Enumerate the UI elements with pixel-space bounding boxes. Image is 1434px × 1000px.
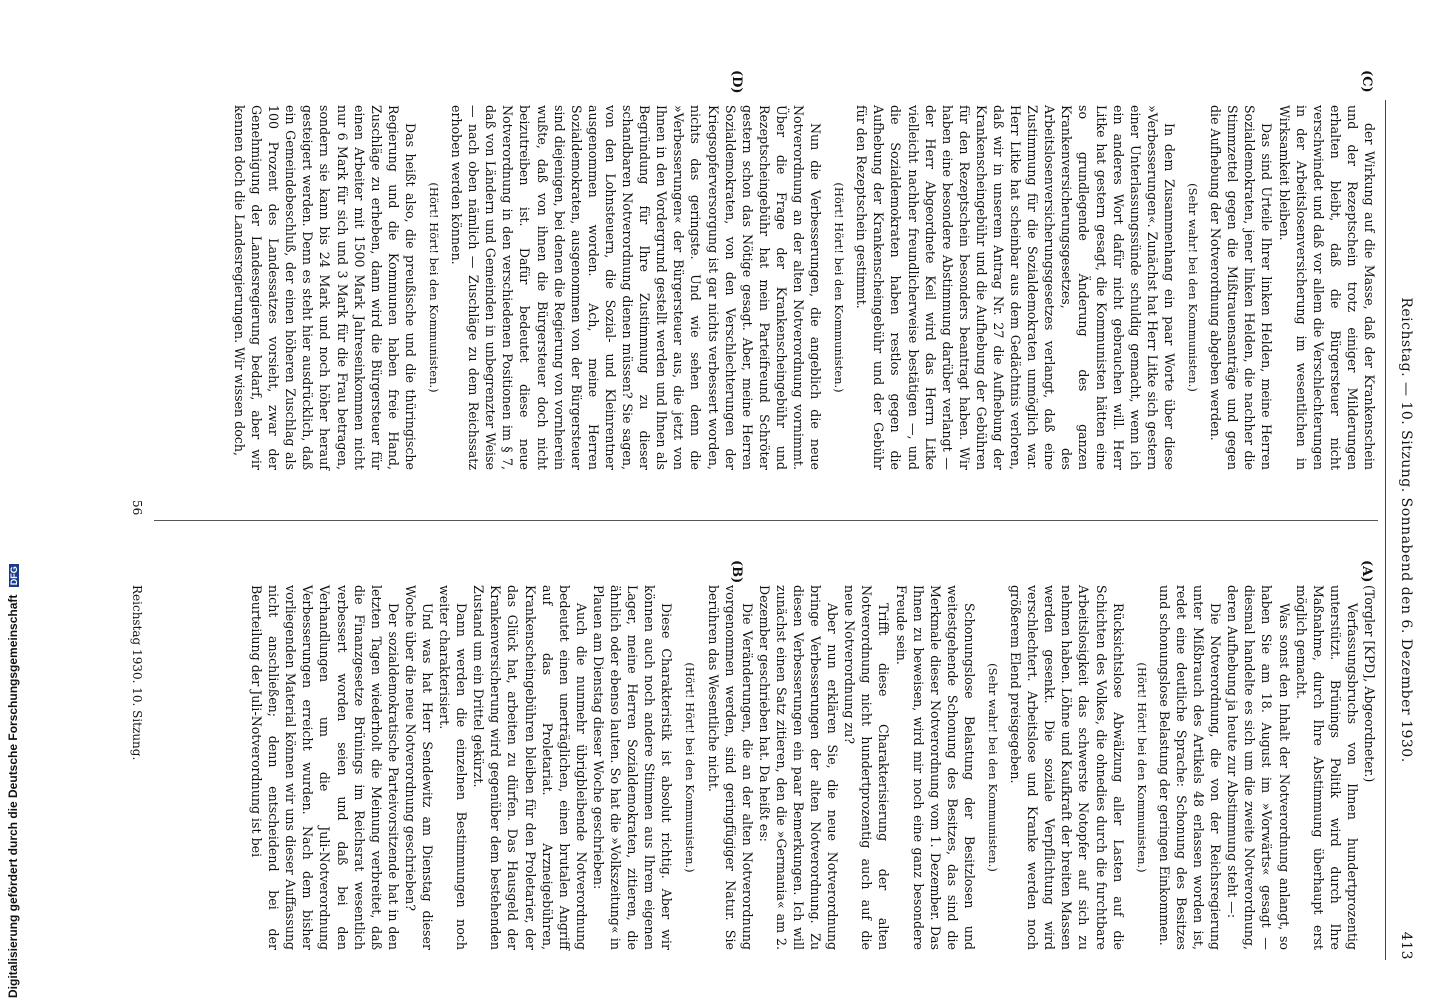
interjection: (Sehr wahr! bei den Kommunisten.)	[986, 663, 1001, 872]
page-number: 413	[1398, 931, 1414, 960]
paragraph: der Wirkung auf die Masse, daß der Krankenschein und der Rezeptschein trotz einiger Milderungen erhalten bleibt, daß die Bürgersteuer nicht verschwindet und daß vor allem die Verschlechterungen in der Arbeitslosenversicherung im wesentlichen in Wirksamkeit bleiben.	[1276, 105, 1377, 470]
interjection: (Hört! Hört! bei den Kommunisten.)	[427, 182, 442, 393]
rotated-page-content	[114, 0, 1434, 1000]
paragraph: Auch die nunmehr übrigbleibende Notverordnung bedeutet einen unerträglichen, einen brutalen Angriff auf das Proletariat. Arzneigebühren, Krankenscheingebühren bleiben für den Proletarier, der das Glück hat, arbeiten zu dürfen. Das Hausgeld der Krankenversicherung wird gegenüber dem bestehenden Zustand um ein Drittel gekürzt.	[471, 585, 589, 950]
header-title: Reichstag. — 10. Sitzung. Sonnabend den 6. Dezember 1930.	[1398, 297, 1414, 763]
paragraph: Das sind Urteile Ihrer linken Helden, meine Herren Sozialdemokraten, jener linken Helden, die nachher die Stimmzettel gegen die Mißtrauensanträge und gegen die Aufhebung der Notverordnung abgeben werden.	[1208, 105, 1275, 470]
interjection: (Hört! Hört! bei den Kommunisten.)	[1134, 662, 1149, 873]
digitization-note	[6, 8, 22, 998]
left-text-column	[248, 585, 1378, 950]
margin-letter-c: (C)	[1359, 70, 1374, 93]
interjection: (Hört! Hört! bei den Kommunisten.)	[832, 182, 847, 393]
paragraph: Rücksichtslose Abwälzung aller Lasten auf die Schichten des Volkes, die ohnedies durch die furchtbare Arbeitslosigkeit das schwerste Notopfer auf sich zu nehmen haben. Löhne und Kaufkraft der breiten Massen werden gesenkt. Die soziale Verpflichtung wird verschlechtert. Arbeitslose und Kranke werden noch größerem Elend preisgegeben.	[1008, 585, 1126, 950]
paragraph: Die Veränderungen, die an der alten Notverordnung vorgenommen werden, sind geringfügiger Natur. Sie berühren das Wesentliche nicht.	[705, 585, 755, 950]
margin-letter-d: (D)	[729, 70, 744, 94]
paragraph: Aber nun erklären Sie, die neue Notverordnung bringe Verbesserungen der alten Notverordnung. Zu diesen Verbesserungen ein paar Bemerkungen. Ich will zunächst einen Satz zitieren, den die »Germania« am 2. Dezember geschrieben hat. Da heißt es:	[756, 585, 841, 950]
paragraph: Dann werden die einzelnen Bestimmungen noch weiter charakterisiert.	[437, 585, 470, 950]
footer-page-number: 56	[130, 500, 144, 516]
dfg-logo: DFG	[9, 566, 19, 586]
margin-letter-a: (A)	[1359, 560, 1374, 583]
right-text-column	[231, 105, 1378, 470]
paragraph: Nun die Verbesserungen, die angeblich die neue Notverordnung an der alten Notverordnung vornimmt. Über die Frage der Krankenscheingebühr und Rezeptscheingebühr hat mein Parteifreund Schröter gestern schon das Nötige gesagt. Aber, meine Herren Sozialdemokraten, von den Verschlechterungen der Kriegsopferversorgung ist gar nichts verbessert worden, nichts das geringste. Und wie sehen denn die »Verbesserungen« der Bürgersteuer aus, die jetzt von Ihnen in den Vordergrund gestellt werden und Ihnen als Begründung für Ihre Zustimmung zu dieser schandbaren Notverordnung dienen müssen? Sie sagen, von den Lohnsteuern, die Sozial- und Kleinrentner ausgenommen worden. Ach, meine Herren Sozialdemokraten, ausgenommen von der Bürgersteuer sind diejenigen, bei denen die Regierung von vornherein wußte, daß von ihnen die Bürgersteuer doch nicht beizutreiben ist. Dafür bedeutet diese neue Notverordnung in den verschiedenen Positionen im § 7, daß von Ländern und Gemeinden in unbegrenzter Weise — nach oben nämlich — Zuschläge zu dem Reichssatz erhoben werden können.	[449, 105, 824, 470]
footer-left: Reichstag 1930. 10. Sitzung.	[130, 585, 144, 761]
paragraph: Der sozialdemokratische Parteivorsitzende hat in den letzten Tagen wiederholt die Meinung verbreitet, daß die Finanzgesetze Brünings im Reichsrat wesentlich verbessert worden seien und daß bei den Verhandlungen um die Juli-Notverordnung Verbesserungen erreicht wurden. Nach dem bisher vorliegenden Material können wir uns dieser Auffassung nicht anschließen; denn entscheidend bei der Beurteilung der Juli-Notverordnung ist bei	[249, 585, 401, 950]
paragraph: Trifft diese Charakterisierung der alten Notverordnung nicht hundertprozentig auch auf die neue Notverordnung zu?	[842, 585, 892, 950]
header-rule	[1385, 100, 1386, 960]
paragraph: Verfassungsbruchs von Ihnen hundertprozentig unterstützt. Brünings Politik wird durch Ihre Maßnahme, durch Ihre Abstimmung überhaupt erst möglich gemacht.	[1293, 585, 1360, 950]
paragraph: Und was hat Herr Sendewitz am Dienstag dieser Woche über die neue Notverordnung geschrieben?	[402, 585, 436, 950]
paragraph: Diese Charakteristik ist absolut richtig. Aber wir können auch noch andere Stimmen aus Ihrem eigenen Lager, meine Herren Sozialdemokraten, zitieren, die ähnlich oder ebenso lauten. So hat die »Volkszeitung« in Plauen am Dienstag dieser Woche geschrieben:	[590, 585, 675, 950]
margin-letter-b: (B)	[729, 560, 744, 584]
page-header	[1390, 100, 1414, 960]
paragraph: Die Notverordnung, die von der Reichsregierung unter Mißbrauch des Artikels 48 erlassen worden ist, redet eine deutliche Sprache: Schonung des Besitzes und schonungslose Belastung der geringen Einkommen.	[1156, 585, 1224, 950]
speaker-label: (Torgler [KPD], Abgeordneter.)	[1362, 585, 1377, 783]
paragraph: Was sonst den Inhalt der Notverordnung anlangt, so haben Sie am 18. August im »Vorwärts« gesagt — diesmal handelte es sich um die zweite Notverordnung, deren Aufhebung ja heute zur Abstimmung steht —:	[1225, 585, 1292, 950]
paragraph: In dem Zusammenhang ein paar Worte über diese »Verbesserungen«. Zunächst hat Herr Litke sich gestern einer Unterlassungssünde schuldig gemacht, wenn ich ein anderes Wort dafür nicht gebrauchen will. Herr Litke hat gestern gesagt, die Kommunisten hätten eine so grundlegende Änderung des ganzen Krankenversicherungsgesetzes, des Arbeitslosenversicherungsgesetzes verlangt, daß eine Zustimmung für die Sozialdemokraten unmöglich war. Herr Litke hat scheinbar aus dem Gedächtnis verloren, daß wir in unserem Antrag Nr. 27 die Aufhebung der Krankenscheingebühr und die Aufhebung der Gebühren für den Rezeptschein besonders beantragt haben. Wir haben eine besondere Abstimmung darüber verlangt — der Herr Abgeordnete Keil wird das Herrn Litke vielleicht nachher freundlicherweise bestätigen —, und die Sozialdemokraten haben restlos gegen die Aufhebung der Krankenscheingebühr und der Gebühr für den Rezeptschein gestimmt.	[854, 105, 1177, 470]
interjection: (Hört! Hört! bei den Kommunisten.)	[683, 662, 698, 873]
column-divider	[154, 520, 1378, 521]
paragraph: Das heißt also, die preußische und die thüringische Regierung und die Kommunen haben freie Hand, Zuschläge zu erheben, dann wird die Bürgersteuer für einen Arbeiter mit 1500 Mark Jahreseinkommen nicht nur 6 Mark für sich und 3 Mark für die Frau betragen, sondern sie kann bis 24 Mark und noch höher herauf gesteigert werden. Denn es steht hier ausdrücklich, daß ein Gemeindebeschluß, der einen höheren Zuschlag als 100 Prozent des Landessatzes vorsieht, zwar der Genehmigung der Landesregierung bedarf, aber wir kennen doch die Landesregierungen. Wir wissen doch,	[232, 105, 418, 470]
interjection: (Sehr wahr! bei den Kommunisten.)	[1186, 183, 1201, 392]
digitization-note-text: Digitalisierung gefördert durch die Deutsche Forschungsgemeinschaft	[6, 594, 20, 998]
paragraph: Schonungslose Belastung der Besitzlosen und weitestgehende Schonung des Besitzes, das sind die Merkmale dieser Notverordnung vom 1. Dezember. Das Ihnen zu beweisen, wird mir noch eine ganz besondere Freude sein.	[893, 585, 977, 950]
